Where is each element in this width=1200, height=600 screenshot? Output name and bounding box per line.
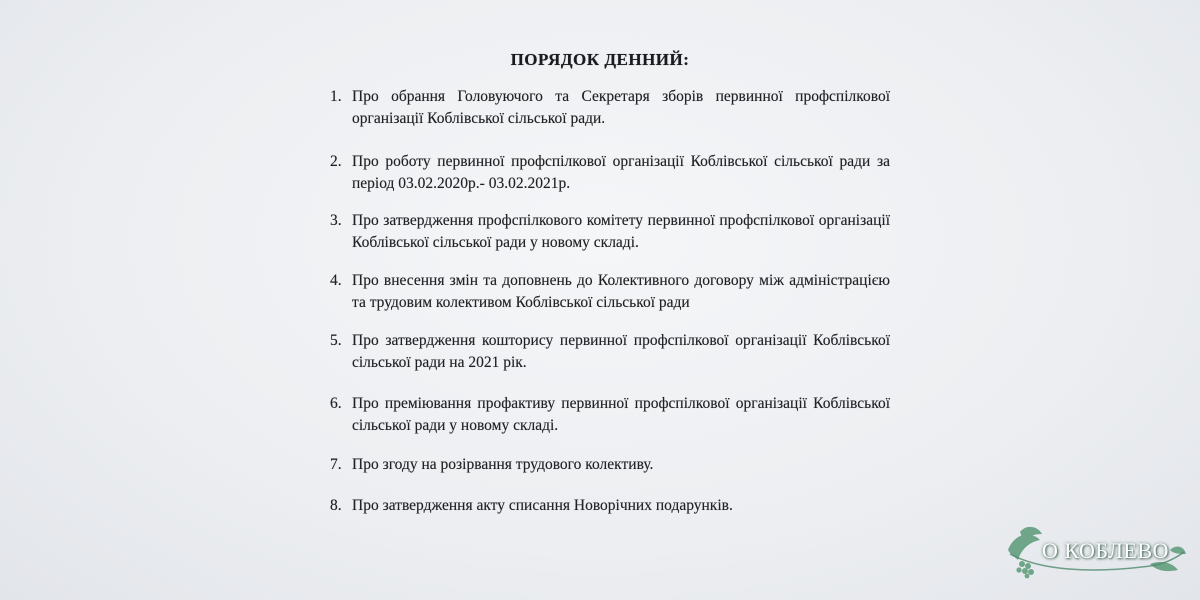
agenda-item bbox=[330, 270, 890, 314]
agenda-item bbox=[330, 151, 890, 195]
agenda-item-text: Про згоду на розірвання трудового колективу. bbox=[352, 456, 654, 473]
agenda-item bbox=[330, 330, 890, 374]
agenda-item-number: 5. bbox=[330, 332, 342, 349]
agenda-item-text: Про затвердження кошторису первинної профспілкової організації Коблівської сільської ради на 2021 рік. bbox=[352, 332, 890, 371]
agenda-item-text: Про затвердження профспілкового комітету первинної профспілкової організації Коблівської сільської ради у новому складі. bbox=[352, 212, 890, 251]
agenda-item-number: 3. bbox=[330, 212, 342, 229]
agenda-item bbox=[330, 86, 890, 130]
agenda-item-number: 4. bbox=[330, 272, 342, 289]
agenda-item-number: 7. bbox=[330, 456, 342, 473]
agenda-item bbox=[330, 210, 890, 254]
agenda-item-number: 2. bbox=[330, 153, 342, 170]
agenda-item-text: Про затвердження акту списання Новорічних подарунків. bbox=[352, 497, 733, 514]
watermark-text: О КОБЛЕВО bbox=[1042, 538, 1169, 563]
agenda-item-number: 1. bbox=[330, 88, 342, 105]
agenda-item-text: Про внесення змін та доповнень до Колективного договору між адміністрацією та трудовим колективом Коблівської сільської ради bbox=[352, 272, 890, 311]
agenda-item bbox=[330, 393, 890, 437]
agenda-item-number: 8. bbox=[330, 497, 342, 514]
site-watermark bbox=[1000, 520, 1190, 580]
agenda-item-text: Про преміювання профактиву первинної профспілкової організації Коблівської сільської ради у новому складі. bbox=[352, 395, 890, 434]
agenda-item-number: 6. bbox=[330, 395, 342, 412]
agenda-item-text: Про роботу первинної профспілкової організації Коблівської сільської ради за період 03.02.2020р.- 03.02.2021р. bbox=[352, 153, 890, 192]
agenda-item bbox=[330, 495, 890, 517]
agenda-item-text: Про обрання Головуючого та Секретаря зборів первинної профспілкової організації Коблівської сільської ради. bbox=[352, 88, 890, 127]
document-title: ПОРЯДОК ДЕННИЙ: bbox=[510, 50, 690, 69]
agenda-item bbox=[330, 454, 890, 476]
